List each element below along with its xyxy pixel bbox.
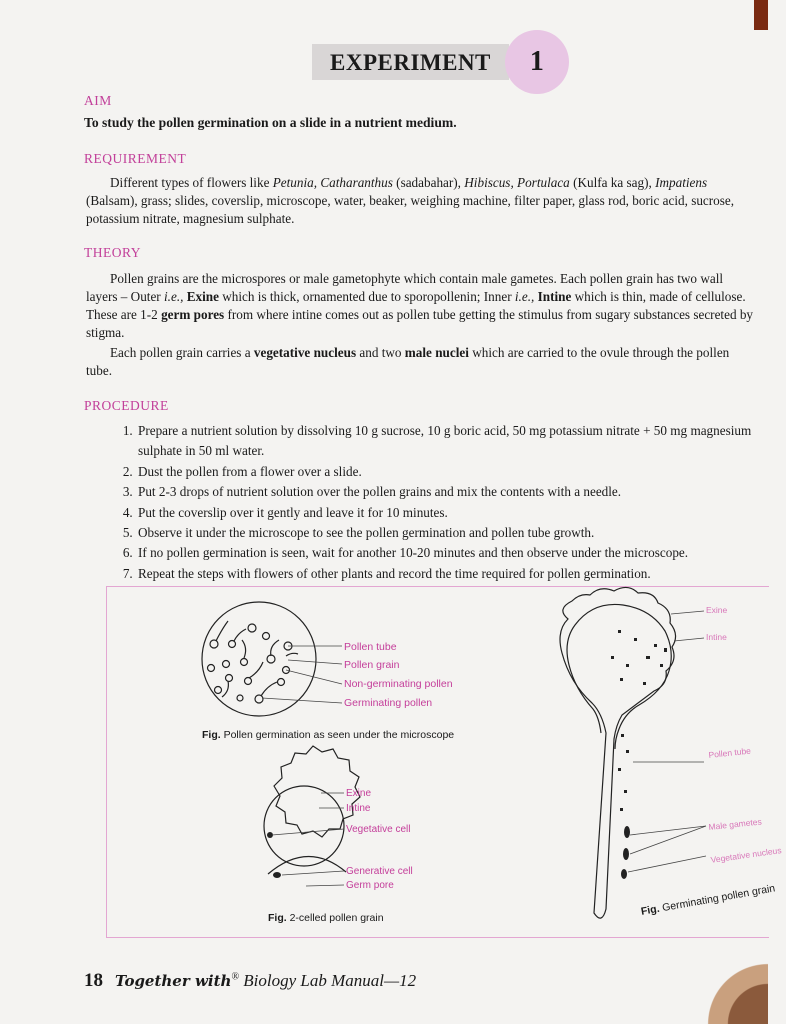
- label-vegetative-nucleus: Vegetative nucleus: [710, 845, 783, 865]
- procedure-heading: PROCEDURE: [84, 398, 169, 413]
- experiment-header: [312, 30, 569, 94]
- fig3-caption: Fig. Germinating pollen grain: [640, 882, 777, 918]
- fig2-leader-lines: [272, 793, 344, 886]
- label-germinating-pollen: Germinating pollen: [344, 697, 433, 709]
- germinating-pollen-drawing: [560, 587, 676, 918]
- label-intine-2: Intine: [706, 632, 727, 642]
- procedure-step: 1. Prepare a nutrient solution by dissolving 10 g sucrose, 10 g boric acid, 50 mg potassium nitrate + 50 mg magnesium sulphate in 50 ml water.: [136, 421, 786, 462]
- procedure-step: 5. Observe it under the microscope to see the pollen germination and pollen tube growth.: [136, 523, 786, 543]
- label-male-gametes: Male gametes: [708, 816, 763, 832]
- label-pollen-tube-2: Pollen tube: [708, 745, 752, 760]
- theory-heading: THEORY: [84, 245, 141, 260]
- male-gametes: [621, 826, 630, 879]
- aim-text: To study the pollen germination on a slide in a nutrient medium.: [84, 115, 457, 130]
- procedure-step: 7. Repeat the steps with flowers of other plants and record the time required for pollen germination.: [136, 564, 786, 584]
- label-exine-2: Exine: [706, 605, 728, 615]
- theory-paragraph-1: Pollen grains are the microspores or male gametophyte which contain male gametes. Each pollen grain has two wall layers – Outer i.e., Exine which is thick, ornamented due to sporopollenin; Inner i.e., Intine which is thin, made of cellulose. These are 1-2 germ pores from where intine comes out as pollen tube getting the stimulus from sugary substances secreted by stigma.: [86, 271, 754, 340]
- series-brand: Together with: [115, 972, 232, 990]
- experiment-number: 1: [505, 30, 569, 94]
- label-pollen-grain: Pollen grain: [344, 659, 400, 671]
- label-pollen-tube: Pollen tube: [344, 641, 397, 653]
- label-germ-pore: Germ pore: [346, 880, 394, 891]
- requirement-heading: REQUIREMENT: [84, 151, 187, 166]
- procedure-step: 2. Dust the pollen from a flower over a slide.: [136, 462, 786, 482]
- label-generative-cell: Generative cell: [346, 866, 413, 877]
- label-intine: Intine: [346, 803, 371, 814]
- fig2-caption: Fig. 2-celled pollen grain: [268, 912, 384, 924]
- aim-heading: AIM: [84, 93, 112, 108]
- requirement-text: Different types of flowers like Petunia, Catharanthus (sadabahar), Hibiscus, Portulaca (Kulfa ka sag), Impatiens (Balsam), grass; slides, coverslip, microscope, water, beaker, weighing machine, filter paper, glass rod, boric acid, sucrose, potassium nitrate, magnesium sulphate.: [86, 175, 735, 226]
- experiment-title: EXPERIMENT: [312, 44, 509, 80]
- label-exine: Exine: [346, 788, 372, 799]
- procedure-steps: [112, 421, 786, 584]
- book-title: Biology Lab Manual—12: [239, 971, 417, 990]
- fig1-leader-lines: [262, 646, 342, 703]
- procedure-step: 3. Put 2-3 drops of nutrient solution over the pollen grains and mix the contents with a needle.: [136, 482, 786, 502]
- procedure-step: 4. Put the coverslip over it gently and leave it for 10 minutes.: [136, 503, 786, 523]
- registered-mark: ®: [231, 971, 240, 983]
- microscope-field-drawing: [202, 602, 316, 716]
- label-vegetative-cell: Vegetative cell: [346, 824, 411, 835]
- theory-paragraph-2: Each pollen grain carries a vegetative nucleus and two male nuclei which are carried to the ovule through the pollen tube.: [86, 345, 730, 378]
- fig1-caption: Fig. Pollen germination as seen under the microscope: [202, 729, 455, 741]
- label-non-germinating-pollen: Non-germinating pollen: [344, 678, 453, 690]
- figures-illustration: [106, 586, 783, 936]
- page-number: 18: [84, 970, 103, 991]
- page-edge: [754, 0, 768, 30]
- page-corner-shadow: [698, 954, 768, 1024]
- page-footer: [84, 970, 416, 992]
- generative-nucleus: [273, 872, 281, 878]
- procedure-step: 6. If no pollen germination is seen, wait for another 10-20 minutes and then observe under the microscope.: [136, 543, 786, 563]
